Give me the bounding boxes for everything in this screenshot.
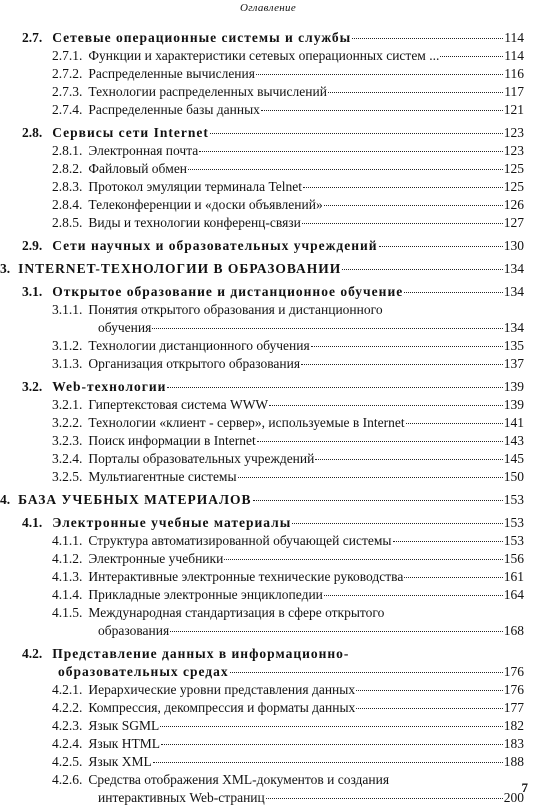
toc-entry-title: Сети научных и образовательных учреждений — [52, 238, 378, 253]
toc-entry-number: 2.7.3. — [52, 84, 83, 99]
toc-entry-number: 4.2.4. — [52, 736, 83, 751]
toc-entry-title: Понятия открытого образования и дистанционного — [88, 302, 383, 317]
toc-entry-number: 4. — [0, 492, 11, 507]
toc-entry — [0, 47, 536, 65]
toc-entry-number: 3.1. — [22, 284, 43, 299]
toc-entry-number: 2.7.2. — [52, 66, 83, 81]
toc-entry — [0, 532, 536, 550]
toc-entry-title: Компрессия, декомпрессия и форматы данных — [88, 700, 356, 715]
toc-entry-title: Протокол эмуляции терминала Telnet — [88, 179, 303, 194]
toc-entry — [0, 396, 536, 414]
dot-leader — [210, 132, 503, 134]
toc-entry-number: 4.2.5. — [52, 754, 83, 769]
toc-entry — [0, 432, 536, 450]
toc-entry-title: Виды и технологии конференц-связи — [88, 215, 301, 230]
toc-entry-title: Язык XML — [88, 754, 152, 769]
toc-entry-page: 182 — [503, 718, 524, 733]
toc-entry-page: 176 — [503, 664, 524, 679]
toc-entry-page: 137 — [503, 356, 524, 371]
toc-entry — [0, 83, 536, 101]
dot-leader — [224, 558, 502, 560]
dot-leader — [199, 150, 502, 152]
toc-entry — [0, 378, 536, 396]
toc-entry-title: Иерархические уровни представления данных — [88, 682, 356, 697]
toc-entry-title: INTERNET-ТЕХНОЛОГИИ В ОБРАЗОВАНИИ — [18, 261, 342, 276]
toc-entry — [0, 699, 536, 717]
toc-entry-number: 3.2. — [22, 379, 43, 394]
toc-entry-title: Электронная почта — [88, 143, 199, 158]
dot-leader — [311, 345, 503, 347]
toc-entry-page: 117 — [504, 84, 524, 99]
toc-entry — [0, 160, 536, 178]
toc-entry-title: Электронные учебники — [88, 551, 224, 566]
dot-leader — [356, 689, 503, 691]
toc-entry-page: 161 — [503, 569, 524, 584]
dot-leader — [328, 91, 503, 93]
dot-leader — [342, 268, 502, 270]
dot-leader — [404, 291, 503, 293]
toc-entry — [0, 753, 536, 771]
toc-entry-title: Организация открытого образования — [88, 356, 301, 371]
toc-entry-page: 134 — [503, 261, 524, 276]
toc-entry — [0, 355, 536, 373]
toc-entry-page: 116 — [504, 66, 524, 81]
toc-entry-number: 2.8.1. — [52, 143, 83, 158]
toc-entry-page: 123 — [503, 125, 524, 140]
toc-entry-title: Сервисы сети Internet — [52, 125, 209, 140]
toc-entry-title: Язык HTML — [88, 736, 160, 751]
toc-entry — [0, 771, 536, 807]
toc-entry — [0, 414, 536, 432]
toc-entry-number: 2.8.5. — [52, 215, 83, 230]
toc-entry-number: 3.2.2. — [52, 415, 83, 430]
page-number: 7 — [521, 780, 528, 795]
dot-leader — [238, 476, 503, 478]
toc-entry-page: 150 — [503, 469, 524, 484]
toc-entry — [0, 586, 536, 604]
dot-leader — [303, 186, 503, 188]
toc-entry-title: Распределенные базы данных — [88, 102, 260, 117]
toc-entry — [0, 196, 536, 214]
toc-entry-title-continuation: образования — [98, 623, 170, 638]
toc-entry-title: Технологии дистанционного обучения — [88, 338, 310, 353]
toc-entry — [0, 717, 536, 735]
toc-entry-number: 2.8.2. — [52, 161, 83, 176]
dot-leader — [324, 594, 503, 596]
toc-entry — [0, 101, 536, 119]
toc-entry-title: Порталы образовательных учреждений — [88, 451, 315, 466]
dot-leader — [261, 109, 503, 111]
toc-entry-number: 4.1.1. — [52, 533, 83, 548]
toc-entry-page: 153 — [503, 533, 524, 548]
toc-entry-number: 3.2.1. — [52, 397, 83, 412]
toc-entry-title: Функции и характеристики сетевых операционных систем ... — [88, 48, 440, 63]
toc-entry-page: 141 — [503, 415, 524, 430]
toc-entry-number: 4.2.1. — [52, 682, 83, 697]
dot-leader — [404, 576, 502, 578]
dot-leader — [301, 363, 503, 365]
dot-leader — [315, 458, 502, 460]
toc-entry — [0, 142, 536, 160]
toc-entry-number: 2.7. — [22, 30, 43, 45]
toc-entry-page: 114 — [504, 48, 524, 63]
toc-entry — [0, 491, 536, 509]
dot-leader — [230, 671, 503, 673]
toc-entry — [0, 301, 536, 337]
toc-entry-number: 3.1.3. — [52, 356, 83, 371]
toc-entry-number: 4.1.3. — [52, 569, 83, 584]
toc-entry-number: 3.1.2. — [52, 338, 83, 353]
toc-entry-page: 130 — [503, 238, 524, 253]
toc-entry-number: 2.8.4. — [52, 197, 83, 212]
toc-entry-title: Мультиагентные системы — [88, 469, 237, 484]
dot-leader — [152, 327, 502, 329]
dot-leader — [379, 245, 503, 247]
toc-entry-number: 4.2. — [22, 646, 43, 661]
toc-entry — [0, 260, 536, 278]
toc-entry-page: 114 — [504, 30, 524, 45]
toc-entry-title: Телеконференции и «доски объявлений» — [88, 197, 323, 212]
dot-leader — [302, 222, 503, 224]
toc-entry-number: 4.1.5. — [52, 605, 83, 620]
toc-entry-page: 123 — [503, 143, 524, 158]
toc-entry-title-continuation: образовательных средах — [58, 664, 229, 679]
toc-entry — [0, 514, 536, 532]
toc-entry — [0, 178, 536, 196]
toc-entry-number: 4.1.4. — [52, 587, 83, 602]
toc-entry — [0, 735, 536, 753]
toc-entry — [0, 237, 536, 255]
dot-leader — [352, 37, 503, 39]
toc-entry-page: 127 — [503, 215, 524, 230]
toc-entry-number: 3.1.1. — [52, 302, 83, 317]
toc-entry — [0, 337, 536, 355]
toc-entry-number: 2.8. — [22, 125, 43, 140]
toc-entry-title: Представление данных в информационно- — [52, 646, 350, 661]
dot-leader — [256, 73, 503, 75]
toc-entry-number: 3.2.5. — [52, 469, 83, 484]
dot-leader — [440, 55, 503, 57]
toc-entry — [0, 645, 536, 681]
toc-entry-number: 3. — [0, 261, 11, 276]
dot-leader — [153, 761, 503, 763]
toc-entry-title: Интерактивные электронные технические руководства — [88, 569, 404, 584]
toc-entry-number: 2.9. — [22, 238, 43, 253]
toc-entry-title: Сетевые операционные системы и службы — [52, 30, 352, 45]
toc-entry-page: 176 — [503, 682, 524, 697]
toc-entry-title: Распределенные вычисления — [88, 66, 255, 81]
dot-leader — [160, 725, 503, 727]
dot-leader — [188, 168, 503, 170]
toc-entry-number: 4.1. — [22, 515, 43, 530]
dot-leader — [406, 422, 503, 424]
toc-entry-title: Гипертекстовая система WWW — [88, 397, 269, 412]
toc-entry-page: 134 — [503, 284, 524, 299]
toc-entry-number: 2.8.3. — [52, 179, 83, 194]
toc-entry — [0, 550, 536, 568]
toc-entry-number: 4.2.2. — [52, 700, 83, 715]
dot-leader — [266, 797, 503, 799]
toc-entry-page: 156 — [503, 551, 524, 566]
toc-entry-number: 3.2.3. — [52, 433, 83, 448]
dot-leader — [292, 522, 502, 524]
toc-entry-page: 188 — [503, 754, 524, 769]
toc-entry-title: Файловый обмен — [88, 161, 188, 176]
running-head: Оглавление — [239, 2, 297, 14]
toc-entry — [0, 214, 536, 232]
toc-entry-page: 125 — [503, 161, 524, 176]
toc-entry-title: Электронные учебные материалы — [52, 515, 292, 530]
dot-leader — [393, 540, 503, 542]
toc-entry-page: 145 — [503, 451, 524, 466]
toc-entry-page: 153 — [503, 492, 524, 507]
toc-entry-page: 143 — [503, 433, 524, 448]
toc-entry-number: 4.2.6. — [52, 772, 83, 787]
toc-entry — [0, 568, 536, 586]
toc-entry-page: 153 — [503, 515, 524, 530]
toc-entry-page: 121 — [503, 102, 524, 117]
dot-leader — [269, 404, 503, 406]
toc-entry-title: Технологии «клиент - сервер», используемые в Internet — [88, 415, 405, 430]
toc-entry — [0, 604, 536, 640]
toc-entry-title: Структура автоматизированной обучающей системы — [88, 533, 392, 548]
toc-entry-page: 126 — [503, 197, 524, 212]
toc-entry-title: БАЗА УЧЕБНЫХ МАТЕРИАЛОВ — [18, 492, 252, 507]
toc-entry — [0, 283, 536, 301]
toc-entry-page: 139 — [503, 379, 524, 394]
dot-leader — [257, 440, 503, 442]
dot-leader — [324, 204, 503, 206]
toc-entry — [0, 450, 536, 468]
toc-entry-page: 177 — [503, 700, 524, 715]
dot-leader — [161, 743, 503, 745]
toc-entry-number: 4.1.2. — [52, 551, 83, 566]
toc-entry-page: 183 — [503, 736, 524, 751]
toc-entry-page: 125 — [503, 179, 524, 194]
toc-entry-title: Средства отображения XML-документов и создания — [88, 772, 390, 787]
toc-entry-title: Язык SGML — [88, 718, 160, 733]
toc-entry-title: Web-технологии — [52, 379, 167, 394]
toc-entry-page: 168 — [503, 623, 524, 638]
dot-leader — [253, 499, 503, 501]
toc-entry-number: 2.7.1. — [52, 48, 83, 63]
dot-leader — [170, 630, 503, 632]
toc-entry-title: Открытое образование и дистанционное обучение — [52, 284, 404, 299]
toc-entry-number: 2.7.4. — [52, 102, 83, 117]
dot-leader — [356, 707, 502, 709]
toc-entry — [0, 681, 536, 699]
toc-entry-page: 134 — [503, 320, 524, 335]
toc-entry-number: 4.2.3. — [52, 718, 83, 733]
dot-leader — [167, 386, 502, 388]
toc-entry-title-continuation: обучения — [98, 320, 152, 335]
toc-entry-title: Технологии распределенных вычислений — [88, 84, 327, 99]
toc-entry-page: 139 — [503, 397, 524, 412]
toc-entry-page: 164 — [503, 587, 524, 602]
toc-entry-page: 200 — [503, 790, 524, 805]
toc-entry-title-continuation: интерактивных Web-страниц — [98, 790, 265, 805]
toc-entry — [0, 124, 536, 142]
toc-entry — [0, 29, 536, 47]
toc-entry-page: 135 — [503, 338, 524, 353]
toc-entry — [0, 65, 536, 83]
toc-entry — [0, 468, 536, 486]
toc-entry-title: Прикладные электронные энциклопедии — [88, 587, 323, 602]
toc-entry-title: Международная стандартизация в сфере открытого — [88, 605, 385, 620]
toc-entry-title: Поиск информации в Internet — [88, 433, 256, 448]
toc-entry-number: 3.2.4. — [52, 451, 83, 466]
